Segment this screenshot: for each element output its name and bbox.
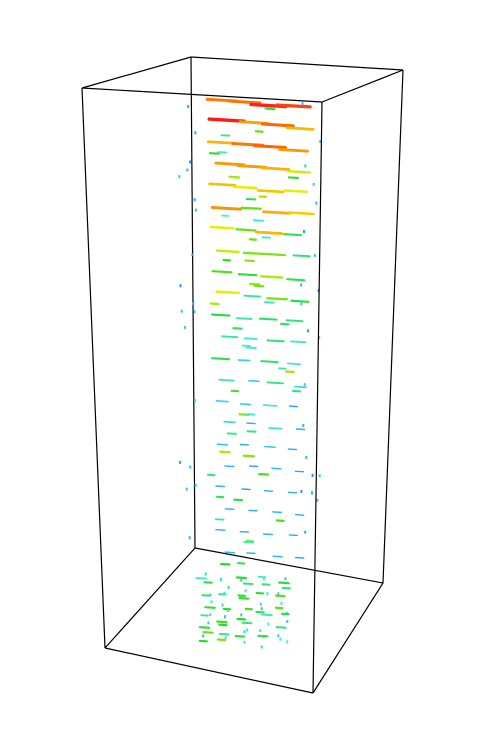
sparse-point-30 [314, 254, 316, 257]
sparse-point-17 [315, 202, 317, 205]
vector-glyph-20-0 [216, 530, 225, 531]
vector-glyph-10-0 [212, 315, 229, 316]
box-edge-front-2 [313, 102, 322, 693]
sparse-point-28 [195, 209, 197, 212]
vector-minor-17-0 [259, 474, 268, 475]
vector-glyph-2-2 [254, 146, 285, 148]
vector-glyph-19-0 [225, 509, 233, 510]
vector-dot-1-3 [263, 577, 265, 580]
vector-glyph-12-2 [261, 361, 277, 362]
sparse-point-39 [303, 230, 305, 233]
sparse-point-26 [189, 536, 191, 539]
box-edge-back-4 [313, 583, 383, 693]
vector-minor-4-1 [247, 199, 255, 200]
vector-minor-3-0 [230, 177, 239, 178]
vector-dot-6-3 [261, 607, 263, 610]
sparse-point-8 [189, 161, 191, 164]
vector-glyph-10-1 [237, 318, 252, 319]
box-edge-back-0 [191, 57, 403, 70]
vector-low-10-4 [277, 627, 286, 628]
vector-minor-15-1 [228, 433, 236, 434]
vector-glyph-5-1 [242, 208, 261, 209]
vector-glyph-3-2 [263, 168, 289, 170]
vector-low-6-0 [205, 607, 215, 608]
vector-dot-12-1 [225, 636, 227, 639]
vector-glyph-5-2 [264, 212, 291, 214]
vector-dot-7-0 [209, 613, 211, 616]
sparse-point-16 [319, 474, 321, 477]
vector-glyph-12-1 [239, 360, 250, 361]
sparse-point-20 [313, 183, 315, 186]
vector-glyph-3-3 [288, 171, 310, 172]
vector-glyph-18-2 [264, 491, 272, 492]
vector-low-0-2 [237, 577, 246, 578]
vector-glyph-4-2 [258, 190, 283, 192]
vector-glyph-6-2 [256, 232, 282, 234]
sparse-point-23 [300, 490, 302, 493]
vector-glyph-20-2 [264, 534, 273, 535]
vector-minor-2-1 [210, 153, 219, 154]
vector-minor-10-0 [233, 328, 241, 329]
sparse-point-27 [312, 474, 314, 477]
vector-dot-7-1 [227, 609, 229, 612]
vector-glyph-14-2 [264, 405, 277, 406]
box-edge-back-5 [105, 548, 195, 648]
vector-glyph-12-0 [212, 358, 229, 359]
sparse-point-22 [187, 105, 189, 108]
vector-low-13-1 [218, 640, 225, 641]
vector-dot-5-0 [211, 600, 213, 603]
vector-glyph-16-0 [217, 444, 227, 445]
vector-dot-5-4 [281, 602, 283, 605]
vector-dot-13-4 [286, 640, 288, 643]
sparse-point-35 [180, 284, 182, 287]
sparse-point-36 [316, 499, 318, 502]
vector-glyph-20-3 [289, 535, 297, 536]
vector-dot-1-1 [220, 579, 222, 582]
vector-glyph-7-0 [217, 251, 238, 252]
vector-dot-1-2 [240, 579, 242, 582]
vector-minor-8-0 [250, 284, 259, 285]
box-edge-front-0 [82, 88, 322, 102]
vector-minor-16-1 [220, 452, 229, 453]
vector-dot-8-1 [224, 615, 226, 618]
vector-dot-0-4 [285, 577, 287, 580]
vector-glyph-13-2 [268, 382, 284, 383]
vector-minor-2-0 [218, 152, 226, 153]
vector-glyph-16-2 [265, 447, 275, 448]
vector-low-12-3 [258, 636, 267, 637]
vector-glyph-19-2 [273, 512, 282, 513]
vector-minor-3-1 [289, 177, 298, 178]
vector-glyph-18-3 [289, 492, 297, 493]
vector-glyph-17-0 [225, 466, 234, 467]
vector-dot-9-0 [207, 621, 209, 624]
vector-dot-13-3 [261, 646, 263, 649]
vector-dot-7-2 [240, 613, 242, 616]
vector-minor-13-1 [293, 391, 300, 392]
vector-glyph-11-1 [245, 338, 257, 339]
box-edge-front-1 [82, 88, 105, 648]
vector-low-12-2 [236, 636, 245, 637]
box-edge-back-6 [195, 548, 383, 583]
vector-minor-8-1 [255, 286, 263, 287]
vector-glyph-13-0 [219, 380, 233, 381]
vector-glyph-5-0 [212, 208, 240, 210]
sparse-point-31 [305, 456, 307, 459]
vector-low-8-2 [238, 619, 246, 620]
sparse-point-38 [179, 461, 181, 464]
vector-low-2-3 [263, 584, 270, 585]
vector-glyph-15-0 [224, 422, 235, 423]
vector-glyph-9-0 [217, 292, 239, 293]
sparse-point-14 [192, 253, 194, 256]
vector-glyph-8-1 [239, 274, 256, 275]
vector-low-5-2 [240, 598, 249, 599]
box-edge-back-3 [383, 70, 403, 583]
vector-minor-7-1 [246, 261, 254, 262]
vector-glyph-9-2 [267, 298, 287, 299]
vector-minor-10-1 [281, 324, 288, 325]
vector-glyph-6-1 [236, 229, 255, 230]
vector-low-11-0 [204, 632, 213, 633]
vector-minor-9-1 [265, 302, 274, 303]
vector-dot-10-3 [259, 629, 261, 632]
vector-glyph-9-3 [291, 301, 308, 302]
vector-minor-0-1 [266, 109, 274, 110]
vector-dot-9-3 [267, 623, 269, 626]
vector-glyph-6-0 [211, 227, 233, 228]
vector-dot-11-2 [244, 630, 246, 633]
vector-glyph-14-0 [216, 401, 228, 402]
vector-glyph-7-3 [294, 255, 310, 256]
sparse-point-29 [178, 175, 180, 178]
vector-dot-10-2 [246, 629, 248, 632]
vector-glyph-4-1 [234, 187, 256, 188]
vector-low-4-4 [276, 596, 284, 597]
vector-glyph-2-3 [280, 150, 308, 152]
vector-glyph-1-3 [287, 128, 313, 130]
vector-glyph-15-1 [247, 423, 255, 424]
vector-glyph-7-2 [265, 254, 285, 255]
sparse-point-13 [186, 488, 188, 491]
sparse-point-37 [186, 168, 188, 171]
vector-glyph-11-3 [291, 341, 305, 342]
vector-minor-21-0 [221, 564, 229, 565]
bounding-box-front-edges [82, 88, 322, 693]
vector-glyph-15-2 [269, 428, 281, 429]
vector-glyph-8-2 [261, 276, 282, 277]
vector-glyph-6-3 [284, 234, 301, 235]
sparse-point-6 [304, 383, 306, 386]
sparse-point-19 [302, 102, 304, 105]
vector-glyph-14-3 [290, 406, 298, 407]
vector-low-10-1 [219, 625, 226, 626]
box-edge-back-2 [322, 70, 403, 102]
vector-minor-16-0 [244, 456, 254, 457]
vector-glyph-1-2 [262, 124, 293, 126]
vector-minor-20-1 [244, 542, 253, 543]
vector-glyph-13-1 [249, 381, 259, 382]
vector-low-9-1 [217, 622, 226, 623]
vector-minor-11-0 [246, 348, 256, 349]
vector-dot-9-4 [286, 620, 288, 623]
vector-glyph-21-3 [296, 558, 304, 559]
vector-low-11-1 [220, 634, 229, 635]
sparse-point-12 [192, 302, 194, 305]
vector-glyph-11-0 [222, 336, 237, 337]
vector-low-1-0 [196, 578, 206, 579]
vector-glyph-21-2 [273, 556, 282, 557]
vector-glyph-19-3 [296, 515, 304, 516]
vector-glyph-5-3 [289, 213, 313, 214]
vector-glyph-12-3 [288, 363, 300, 364]
sparse-point-4 [300, 283, 302, 286]
sparse-point-15 [194, 310, 196, 313]
vector-dot-13-2 [243, 641, 245, 644]
vector-glyph-18-1 [242, 489, 250, 490]
sparse-point-3 [184, 326, 186, 329]
sparse-point-11 [195, 484, 197, 487]
vector-minor-5-1 [254, 220, 263, 221]
vector-glyph-11-2 [268, 340, 284, 341]
vector-dot-3-2 [245, 589, 247, 592]
sparse-point-21 [194, 131, 196, 134]
box-edge-front-3 [105, 648, 313, 693]
sparse-point-34 [311, 491, 313, 494]
vector-low-9-2 [243, 623, 252, 624]
vector-low-2-2 [244, 584, 253, 585]
vector-glyph-10-2 [260, 319, 277, 320]
vector-dot-5-3 [260, 603, 262, 606]
vector-dot-12-4 [279, 638, 281, 641]
vector-minor-11-1 [243, 346, 251, 347]
vector-glyph-9-1 [245, 296, 260, 297]
vector-minor-15-0 [248, 431, 256, 432]
vector-glyph-8-0 [213, 271, 232, 272]
vector-glyph-17-2 [272, 468, 281, 469]
sparse-point-2 [194, 198, 196, 201]
sparse-point-33 [304, 165, 306, 168]
vector-glyph-0-3 [277, 105, 310, 107]
vector-minor-19-0 [216, 519, 224, 520]
vector-glyph-4-3 [285, 191, 307, 192]
vector-dot-3-3 [266, 592, 268, 595]
box-edge-back-1 [82, 57, 191, 88]
vector-glyph-10-3 [287, 320, 303, 321]
vector-dot-2-1 [228, 586, 230, 589]
vector-glyph-4-0 [210, 184, 236, 186]
sparse-point-9 [302, 424, 304, 427]
vector-glyph-8-3 [287, 279, 304, 280]
vector-low-10-0 [200, 627, 210, 628]
vector-glyph-14-1 [241, 404, 251, 405]
sparse-point-7 [189, 466, 191, 469]
vector-glyph-0-1 [230, 101, 260, 103]
vector-glyph-2-0 [208, 142, 234, 144]
vector-low-1-4 [279, 583, 289, 584]
sparse-point-18 [300, 302, 302, 305]
vector-glyph-16-3 [288, 449, 296, 450]
vector-minor-9-0 [211, 304, 219, 305]
sparse-point-5 [181, 310, 183, 313]
vector-dot-5-1 [222, 604, 224, 607]
vector-dot-12-0 [202, 635, 204, 638]
vector-dot-0-0 [205, 573, 207, 576]
vector-glyph-21-0 [225, 552, 234, 553]
vector-dot-11-4 [277, 634, 279, 637]
sparse-point-24 [304, 531, 306, 534]
vector-glyph-13-3 [295, 387, 306, 388]
vector-glyph-15-3 [297, 429, 305, 430]
vector-glyph-7-1 [244, 253, 264, 254]
sparse-point-1 [307, 329, 309, 332]
vector-glyphs [178, 99, 321, 648]
vector-glyph-18-0 [216, 486, 224, 487]
sparse-point-0 [194, 399, 196, 402]
vector-glyph-17-1 [250, 466, 258, 467]
vector-low-8-3 [262, 615, 272, 616]
